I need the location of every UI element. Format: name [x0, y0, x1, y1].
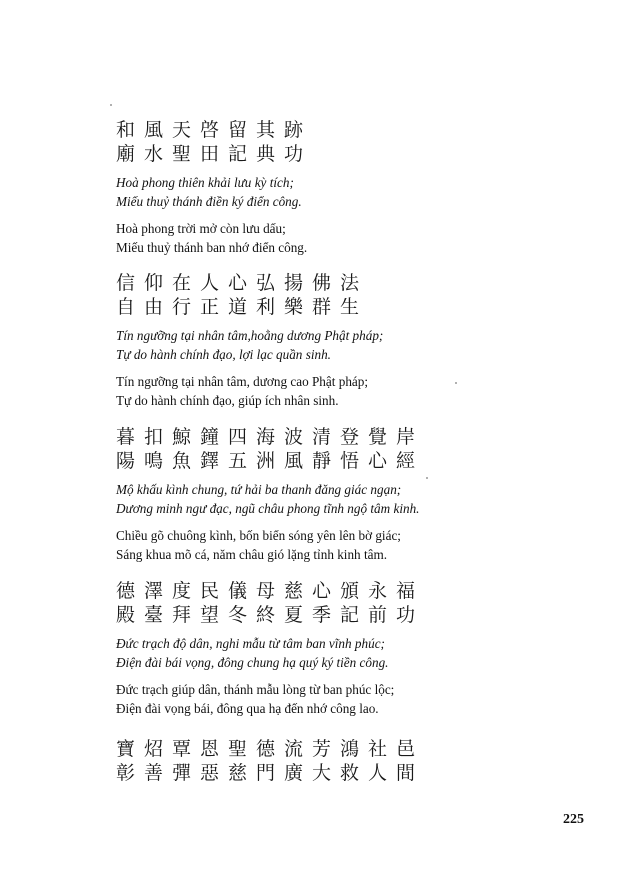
stanza-2 — [116, 271, 616, 410]
han-line: 和風天啓留其跡 — [116, 119, 313, 141]
han-line: 陽鳴魚鐸五洲風靜悟心經 — [116, 450, 425, 472]
translation-line: Tín ngưỡng tại nhân tâm, dương cao Phật pháp; — [116, 374, 369, 389]
page-number: 225 — [563, 812, 584, 827]
scan-speck — [110, 104, 112, 106]
transliteration-line: Mộ khấu kình chung, tứ hải ba thanh đăng giác ngạn; — [116, 482, 402, 497]
translation-line: Đức trạch giúp dân, thánh mẫu lòng từ ban phúc lộc; — [116, 682, 395, 697]
transliteration-line: Tự do hành chính đạo, lợi lạc quần sinh. — [116, 347, 331, 362]
transliteration-line: Đức trạch độ dân, nghi mẫu từ tâm ban vĩnh phúc; — [116, 636, 385, 651]
transliteration-line: Miếu thuỷ thánh điền ký điển công. — [116, 194, 302, 209]
stanza-1 — [116, 118, 616, 257]
translation-line: Chiều gõ chuông kình, bốn biển sóng yên lên bờ giác; — [116, 528, 401, 543]
han-line: 寶炤覃恩聖德流芳鴻社邑 — [116, 738, 425, 760]
han-line: 廟水聖田記典功 — [116, 143, 313, 165]
han-line: 自由行正道利樂群生 — [116, 296, 369, 318]
translation-line: Sáng khua mõ cá, năm châu gió lặng tỉnh kinh tâm. — [116, 547, 388, 562]
translation-line: Miếu thuỷ thánh ban nhớ điển công. — [116, 240, 308, 255]
transliteration-line: Tín ngưỡng tại nhân tâm,hoằng dương Phật pháp; — [116, 328, 384, 343]
stanza-4 — [116, 579, 616, 718]
scan-speck — [455, 382, 457, 384]
han-line: 殿臺拜望冬終夏季記前功 — [116, 604, 425, 626]
han-line: 彰善彈惡慈門廣大救人間 — [116, 762, 425, 784]
translation-line: Tự do hành chính đạo, giúp ích nhân sinh. — [116, 393, 339, 408]
translation-line: Hoà phong trời mở còn lưu dấu; — [116, 221, 286, 236]
transliteration-line: Hoà phong thiên khải lưu kỳ tích; — [116, 175, 294, 190]
translation-line: Điện đài vọng bái, đông qua hạ đến nhớ công lao. — [116, 701, 379, 716]
transliteration-line: Điện đài bái vọng, đông chung hạ quý ký tiền công. — [116, 655, 389, 670]
stanza-5 — [116, 737, 616, 785]
han-line: 信仰在人心弘揚佛法 — [116, 272, 369, 294]
scan-speck — [426, 477, 428, 479]
han-line: 德澤度民儀母慈心頒永福 — [116, 580, 425, 602]
transliteration-line: Dương minh ngư đạc, ngũ châu phong tĩnh ngộ tâm kinh. — [116, 501, 420, 516]
han-line: 暮扣鯨鐘四海波清登覺岸 — [116, 426, 425, 448]
stanza-3 — [116, 425, 616, 564]
